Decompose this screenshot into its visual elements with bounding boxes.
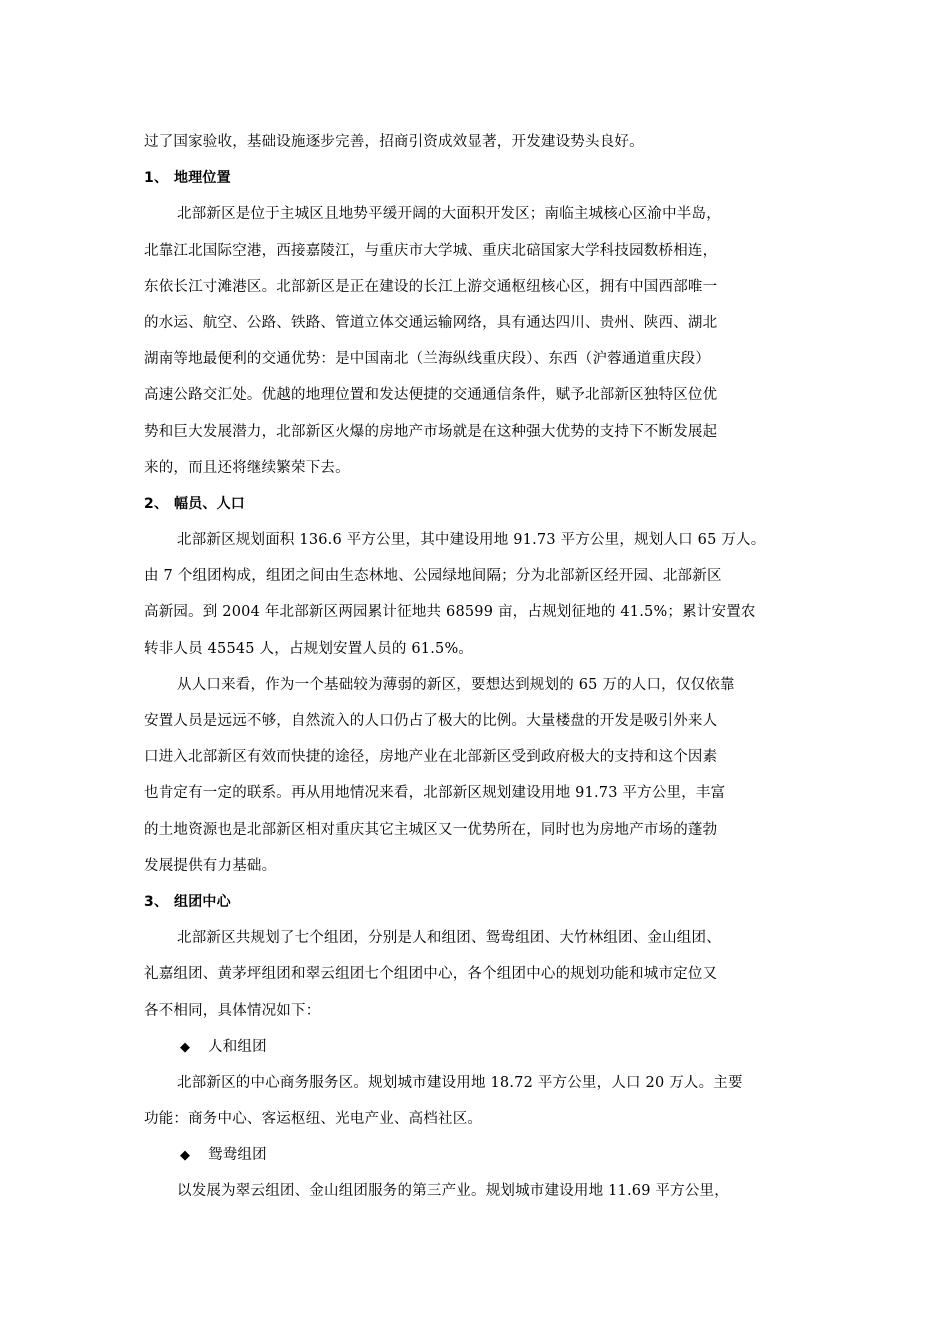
section-heading-clusters <box>144 884 812 920</box>
paragraph-line: 东依长江寸滩港区。北部新区是正在建设的长江上游交通枢纽核心区，拥有中国西部唯一 <box>144 278 718 295</box>
paragraph-line: 北部新区共规划了七个组团，分别是人和组团、鸳鸯组团、大竹林组团、金山组团、 <box>177 930 721 947</box>
paragraph-line: 过了国家验收，基础设施逐步完善，招商引资成效显著，开发建设势头良好。 <box>144 134 644 150</box>
paragraph-line: 高新园。到 2004 年北部新区两园累计征地共 68599 亩，占规划征地的 41.5%；累计安置农 <box>144 604 756 621</box>
document-page <box>144 124 812 1210</box>
paragraph-line: 势和巨大发展潜力，北部新区火爆的房地产市场就是在这种强大优势的支持下不断发展起 <box>144 423 718 440</box>
heading-text: 组团中心 <box>174 893 231 910</box>
section-heading-population <box>144 486 812 522</box>
paragraph-line: 湖南等地最便利的交通优势：是中国南北（兰海纵线重庆段）、东西（沪蓉通道重庆段） <box>144 351 711 368</box>
bullet-text: 人和组团 <box>208 1038 267 1055</box>
paragraph-line: 高速公路交汇处。优越的地理位置和发达便捷的交通通信条件，赋予北部新区独特区位优 <box>144 387 718 404</box>
paragraph-line: 也肯定有一定的联系。再从用地情况来看，北部新区规划建设用地 91.73 平方公里，丰富 <box>144 785 726 802</box>
paragraph-line: 北部新区是位于主城区且地势平缓开阔的大面积开发区；南临主城核心区渝中半岛， <box>177 206 721 223</box>
paragraph-line: 北部新区规划面积 136.6 平方公里，其中建设用地 91.73 平方公里，规划人口 65 万人。 <box>177 532 766 549</box>
paragraph-line: 发展提供有力基础。 <box>144 857 277 874</box>
paragraph-line: 由 7 个组团构成，组团之间由生态林地、公园绿地间隔；分为北部新区经开园、北部新区 <box>144 568 722 585</box>
diamond-bullet-icon: ◆ <box>180 1148 191 1164</box>
heading-number: 3、 <box>144 893 169 910</box>
heading-number: 1、 <box>144 170 169 187</box>
bullet-item-renhe <box>144 1029 812 1065</box>
paragraph-line: 北部新区的中心商务服务区。规划城市建设用地 18.72 平方公里，人口 20 万人。主要 <box>177 1074 743 1091</box>
heading-number: 2、 <box>144 495 169 512</box>
diamond-bullet-icon: ◆ <box>180 1039 191 1055</box>
paragraph-line: 的土地资源也是北部新区相对重庆其它主城区又一优势所在，同时也为房地产市场的蓬勃 <box>144 821 718 838</box>
bullet-text: 鸳鸯组团 <box>208 1147 267 1164</box>
paragraph-line: 礼嘉组团、黄茅坪组团和翠云组团七个组团中心，各个组团中心的规划功能和城市定位又 <box>144 966 718 983</box>
paragraph-line: 各不相同，具体情况如下： <box>144 1002 321 1019</box>
paragraph-line: 转非人员 45545 人，占规划安置人员的 61.5%。 <box>144 640 474 657</box>
paragraph-line: 安置人员是远远不够，自然流入的人口仍占了极大的比例。大量楼盘的开发是吸引外来人 <box>144 713 718 729</box>
paragraph-line: 北靠江北国际空港，西接嘉陵江，与重庆市大学城、重庆北碚国家大学科技园数桥相连， <box>144 242 718 259</box>
paragraph-line: 功能：商务中心、客运枢纽、光电产业、高档社区。 <box>144 1111 483 1128</box>
heading-text: 地理位置 <box>174 170 231 187</box>
heading-text: 幅员、人口 <box>174 495 245 512</box>
bullet-item-yuanyang <box>144 1137 812 1173</box>
paragraph-line: 口进入北部新区有效而快捷的途径，房地产业在北部新区受到政府极大的支持和这个因素 <box>144 749 718 766</box>
section-heading-location <box>144 160 812 196</box>
paragraph-line: 的水运、航空、公路、铁路、管道立体交通运输网络，具有通达四川、贵州、陕西、湖北 <box>144 314 718 331</box>
paragraph-line: 来的，而且还将继续繁荣下去。 <box>144 459 350 476</box>
paragraph-line: 以发展为翠云组团、金山组团服务的第三产业。规划城市建设用地 11.69 平方公里， <box>177 1183 729 1200</box>
paragraph-line: 从人口来看，作为一个基础较为薄弱的新区，要想达到规划的 65 万的人口，仅仅依靠 <box>177 676 735 693</box>
